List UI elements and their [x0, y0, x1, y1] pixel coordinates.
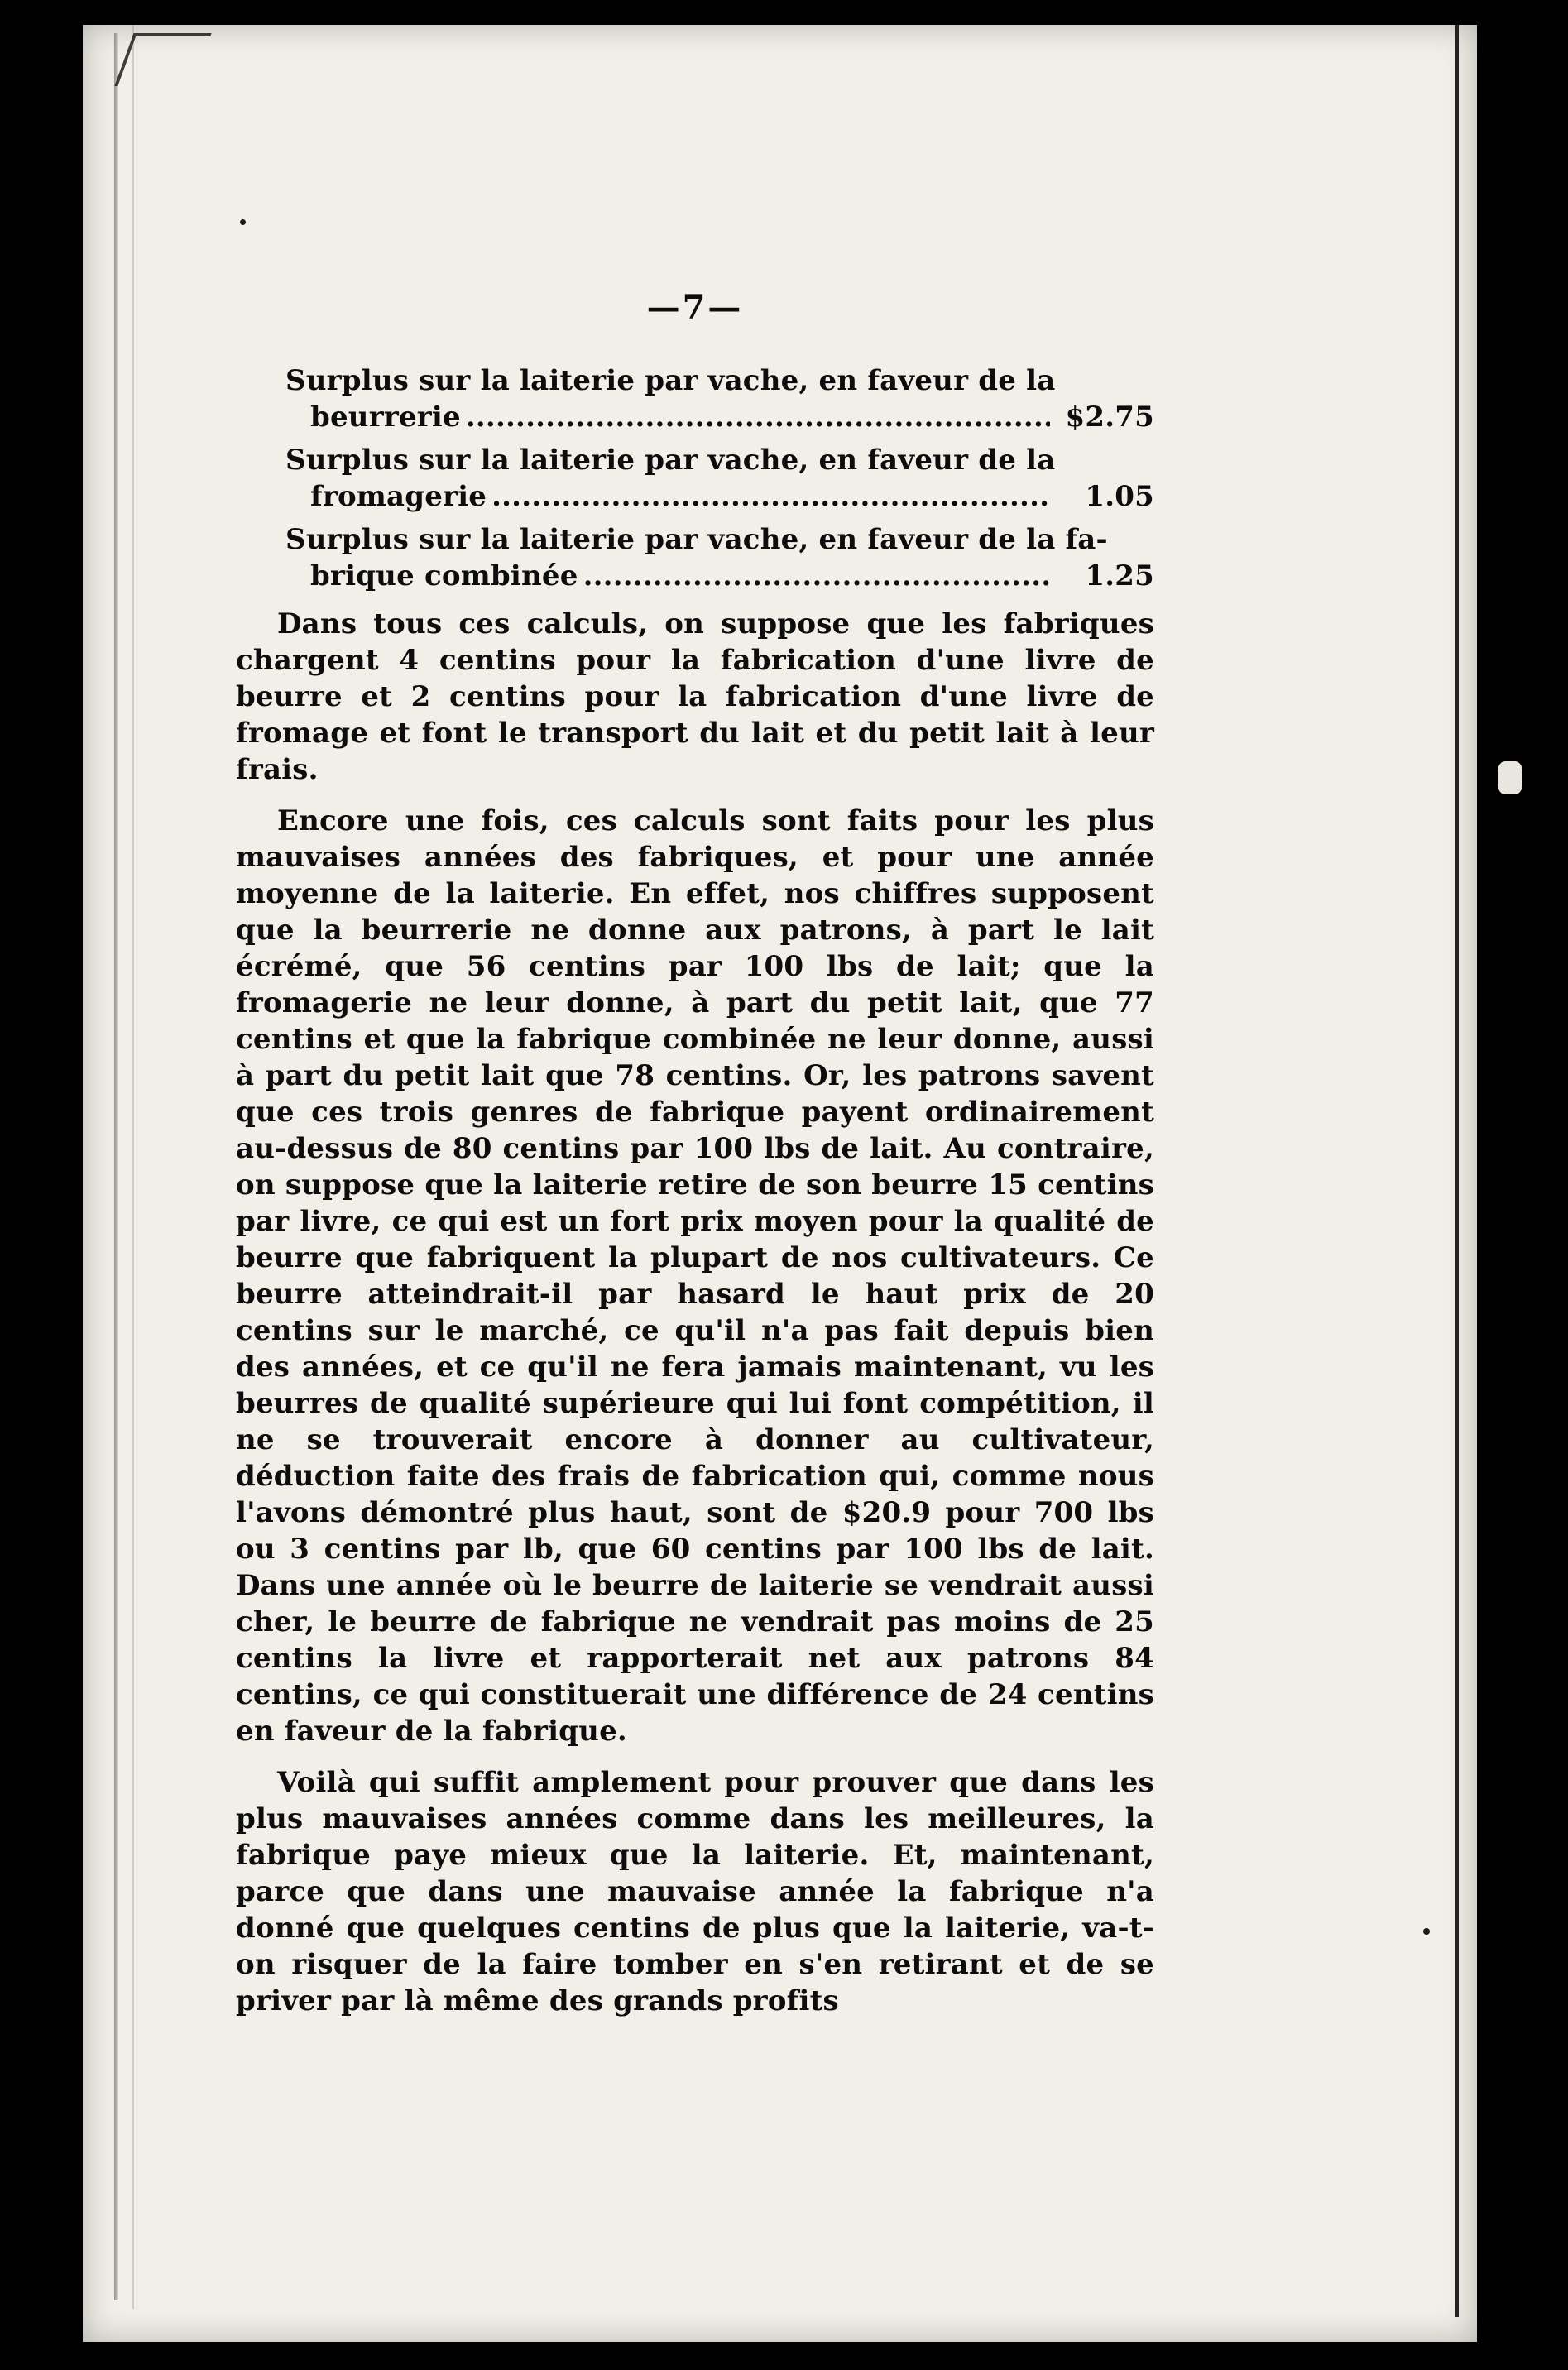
surplus-item [236, 521, 1154, 594]
page-number: —7— [646, 288, 744, 327]
scan-speck [1498, 761, 1522, 794]
surplus-label: Surplus sur la laiterie par vache, en faveur de la fa- [285, 523, 1108, 556]
surplus-line [285, 478, 1154, 515]
scan-speck [1423, 1928, 1430, 1935]
paragraph: Voilà qui suffit amplement pour prouver que dans les plus mauvaises années comme dans les meilleures, la fabrique paye mieux que la laiterie. Et, maintenant, parce que dans une mauvaise année la fabrique n'a donné que quelques centins de plus que la laiterie, va-t-on risquer de la faire tomber en s'en retirant et de se priver par là même des grands profits [236, 1766, 1154, 2017]
surplus-value: 1.25 [1085, 559, 1154, 592]
page-fold-line [114, 33, 118, 2300]
surplus-line [285, 558, 1154, 594]
surplus-label: Surplus sur la laiterie par vache, en faveur de la [285, 364, 1056, 397]
dot-leader [583, 558, 1050, 594]
dot-leader [491, 478, 1050, 515]
page-fold-shadow [132, 25, 134, 2309]
surplus-continuation: brique combinée [310, 559, 578, 592]
surplus-line [285, 399, 1154, 435]
surplus-continuation: fromagerie [310, 480, 487, 513]
page-right-edge [1455, 25, 1459, 2317]
surplus-continuation: beurrerie [310, 401, 461, 434]
surplus-value: $2.75 [1065, 401, 1154, 434]
paragraph: Dans tous ces calculs, on suppose que les fabriques chargent 4 centins pour la fabrication d'une livre de beurre et 2 centins pour la fabrication d'une livre de fromage et font le transport du lait et du petit lait à leur frais. [236, 607, 1154, 786]
surplus-label: Surplus sur la laiterie par vache, en faveur de la [285, 444, 1056, 477]
scan-speck [240, 219, 246, 225]
document-body [236, 290, 1154, 2019]
paragraph: Encore une fois, ces calculs sont faits pour les plus mauvaises années des fabriques, et pour une année moyenne de la laiterie. En effet, nos chiffres supposent que la beurrerie ne donne aux patrons, à part le lait écrémé, que 56 centins par 100 lbs de lait; que la fromagerie ne leur donne, à part du petit lait, que 77 centins et que la fabrique combinée ne leur donne, aussi à part du petit lait que 78 centins. Or, les patrons savent que ces trois genres de fabrique payent ordinairement au-dessus de 80 centins par 100 lbs de lait. Au contraire, on suppose que la laiterie retire de son beurre 15 centins par livre, ce qui est un fort prix moyen pour la qualité de beurre que fabriquent la plupart de nos cultivateurs. Ce beurre atteindrait-il par hasard le haut prix de 20 centins sur le marché, ce qu'il n'a pas fait depuis bien des années, et ce qu'il ne fera jamais maintenant, vu les beurres de qualité supérieure qui lui font compétition, il ne se trouverait encore à donner au cultivateur, déduction faite des frais de fabrication qui, comme nous l'avons démontré plus haut, sont de $20.9 pour 700 lbs ou 3 centins par lb, que 60 centins par 100 lbs de lait. Dans une année où le beurre de laiterie se vendrait aussi cher, le beurre de fabrique ne vendrait pas moins de 25 centins la livre et rapporterait net aux patrons 84 centins, ce qui constituerait une différence de 24 centins en faveur de la fabrique. [236, 804, 1154, 1748]
dot-leader [466, 399, 1050, 435]
surplus-item [236, 362, 1154, 435]
surplus-item [236, 442, 1154, 515]
surplus-value: 1.05 [1085, 480, 1154, 513]
